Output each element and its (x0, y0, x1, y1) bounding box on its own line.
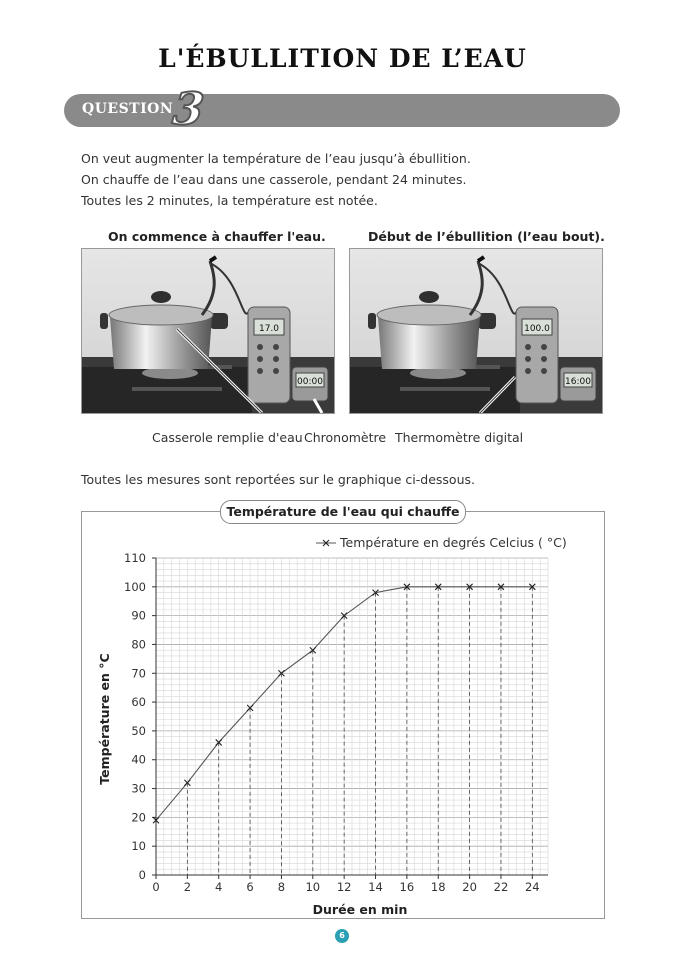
y-tick-label: 70 (131, 666, 146, 681)
y-tick-label: 30 (131, 781, 146, 796)
y-tick-label: 0 (138, 868, 146, 882)
x-tick-label: 20 (462, 880, 477, 894)
thermometer-reading: 17.0 (258, 324, 280, 334)
x-tick-label: 16 (399, 880, 415, 894)
intro-line: On veut augmenter la température de l’eau jusqu’à ébullition. (81, 151, 471, 166)
chart-legend (316, 535, 567, 550)
y-axis-label: Température en °C (97, 653, 112, 785)
question-number: 3 (170, 84, 207, 135)
x-tick-label: 8 (277, 880, 286, 894)
y-tick-label: 50 (131, 723, 146, 738)
x-tick-label: 24 (524, 880, 540, 894)
y-tick-label: 10 (131, 839, 146, 854)
x-tick-label: 6 (246, 880, 254, 894)
caption-left: On commence à chauffer l'eau. (108, 229, 326, 244)
timer-reading: 00:00 (297, 377, 323, 387)
x-axis-label: Durée en min (312, 902, 408, 916)
y-tick-label: 20 (131, 810, 146, 825)
x-tick-label: 22 (493, 880, 509, 894)
intro-text (81, 148, 471, 211)
legend-label: Température en degrés Celcius ( °C) (340, 535, 567, 550)
y-tick-label: 40 (131, 752, 146, 767)
chart-grid (156, 558, 548, 875)
x-tick-label: 0 (152, 880, 160, 894)
x-tick-label: 2 (183, 880, 192, 894)
x-tick-label: 18 (430, 880, 446, 894)
question-label: QUESTION (82, 101, 174, 117)
y-tick-label: 80 (131, 637, 146, 652)
x-tick-label: 10 (305, 880, 321, 894)
photo-start-heating (81, 248, 335, 414)
annotation-timer: Chronomètre (304, 430, 387, 445)
y-tick-label: 60 (131, 695, 146, 710)
y-tick-label: 100 (124, 579, 146, 594)
annotation-thermometer: Thermomètre digital (395, 430, 524, 445)
x-tick-label: 12 (336, 880, 352, 894)
timer-reading: 16:00 (565, 377, 591, 387)
photo-boiling-start (349, 248, 603, 414)
thermometer-reading: 100.0 (524, 324, 550, 334)
y-tick-label: 90 (131, 608, 146, 623)
annotation-pot: Casserole remplie d'eau (152, 430, 303, 445)
temperature-chart (82, 512, 602, 916)
intro-line: Toutes les 2 minutes, la température est notée. (81, 193, 378, 208)
x-tick-label: 14 (368, 880, 383, 894)
chart-title: Température de l'eau qui chauffe (220, 500, 466, 524)
y-tick-label: 110 (124, 551, 146, 565)
page-number: 6 (335, 929, 349, 943)
measures-text: Toutes les mesures sont reportées sur le graphique ci-dessous. (81, 472, 475, 487)
page-title: L'ÉBULLITION DE L’EAU (158, 44, 527, 73)
x-tick-label: 4 (215, 880, 223, 894)
caption-right: Début de l’ébullition (l’eau bout). (368, 229, 605, 244)
intro-line: On chauffe de l’eau dans une casserole, pendant 24 minutes. (81, 172, 467, 187)
